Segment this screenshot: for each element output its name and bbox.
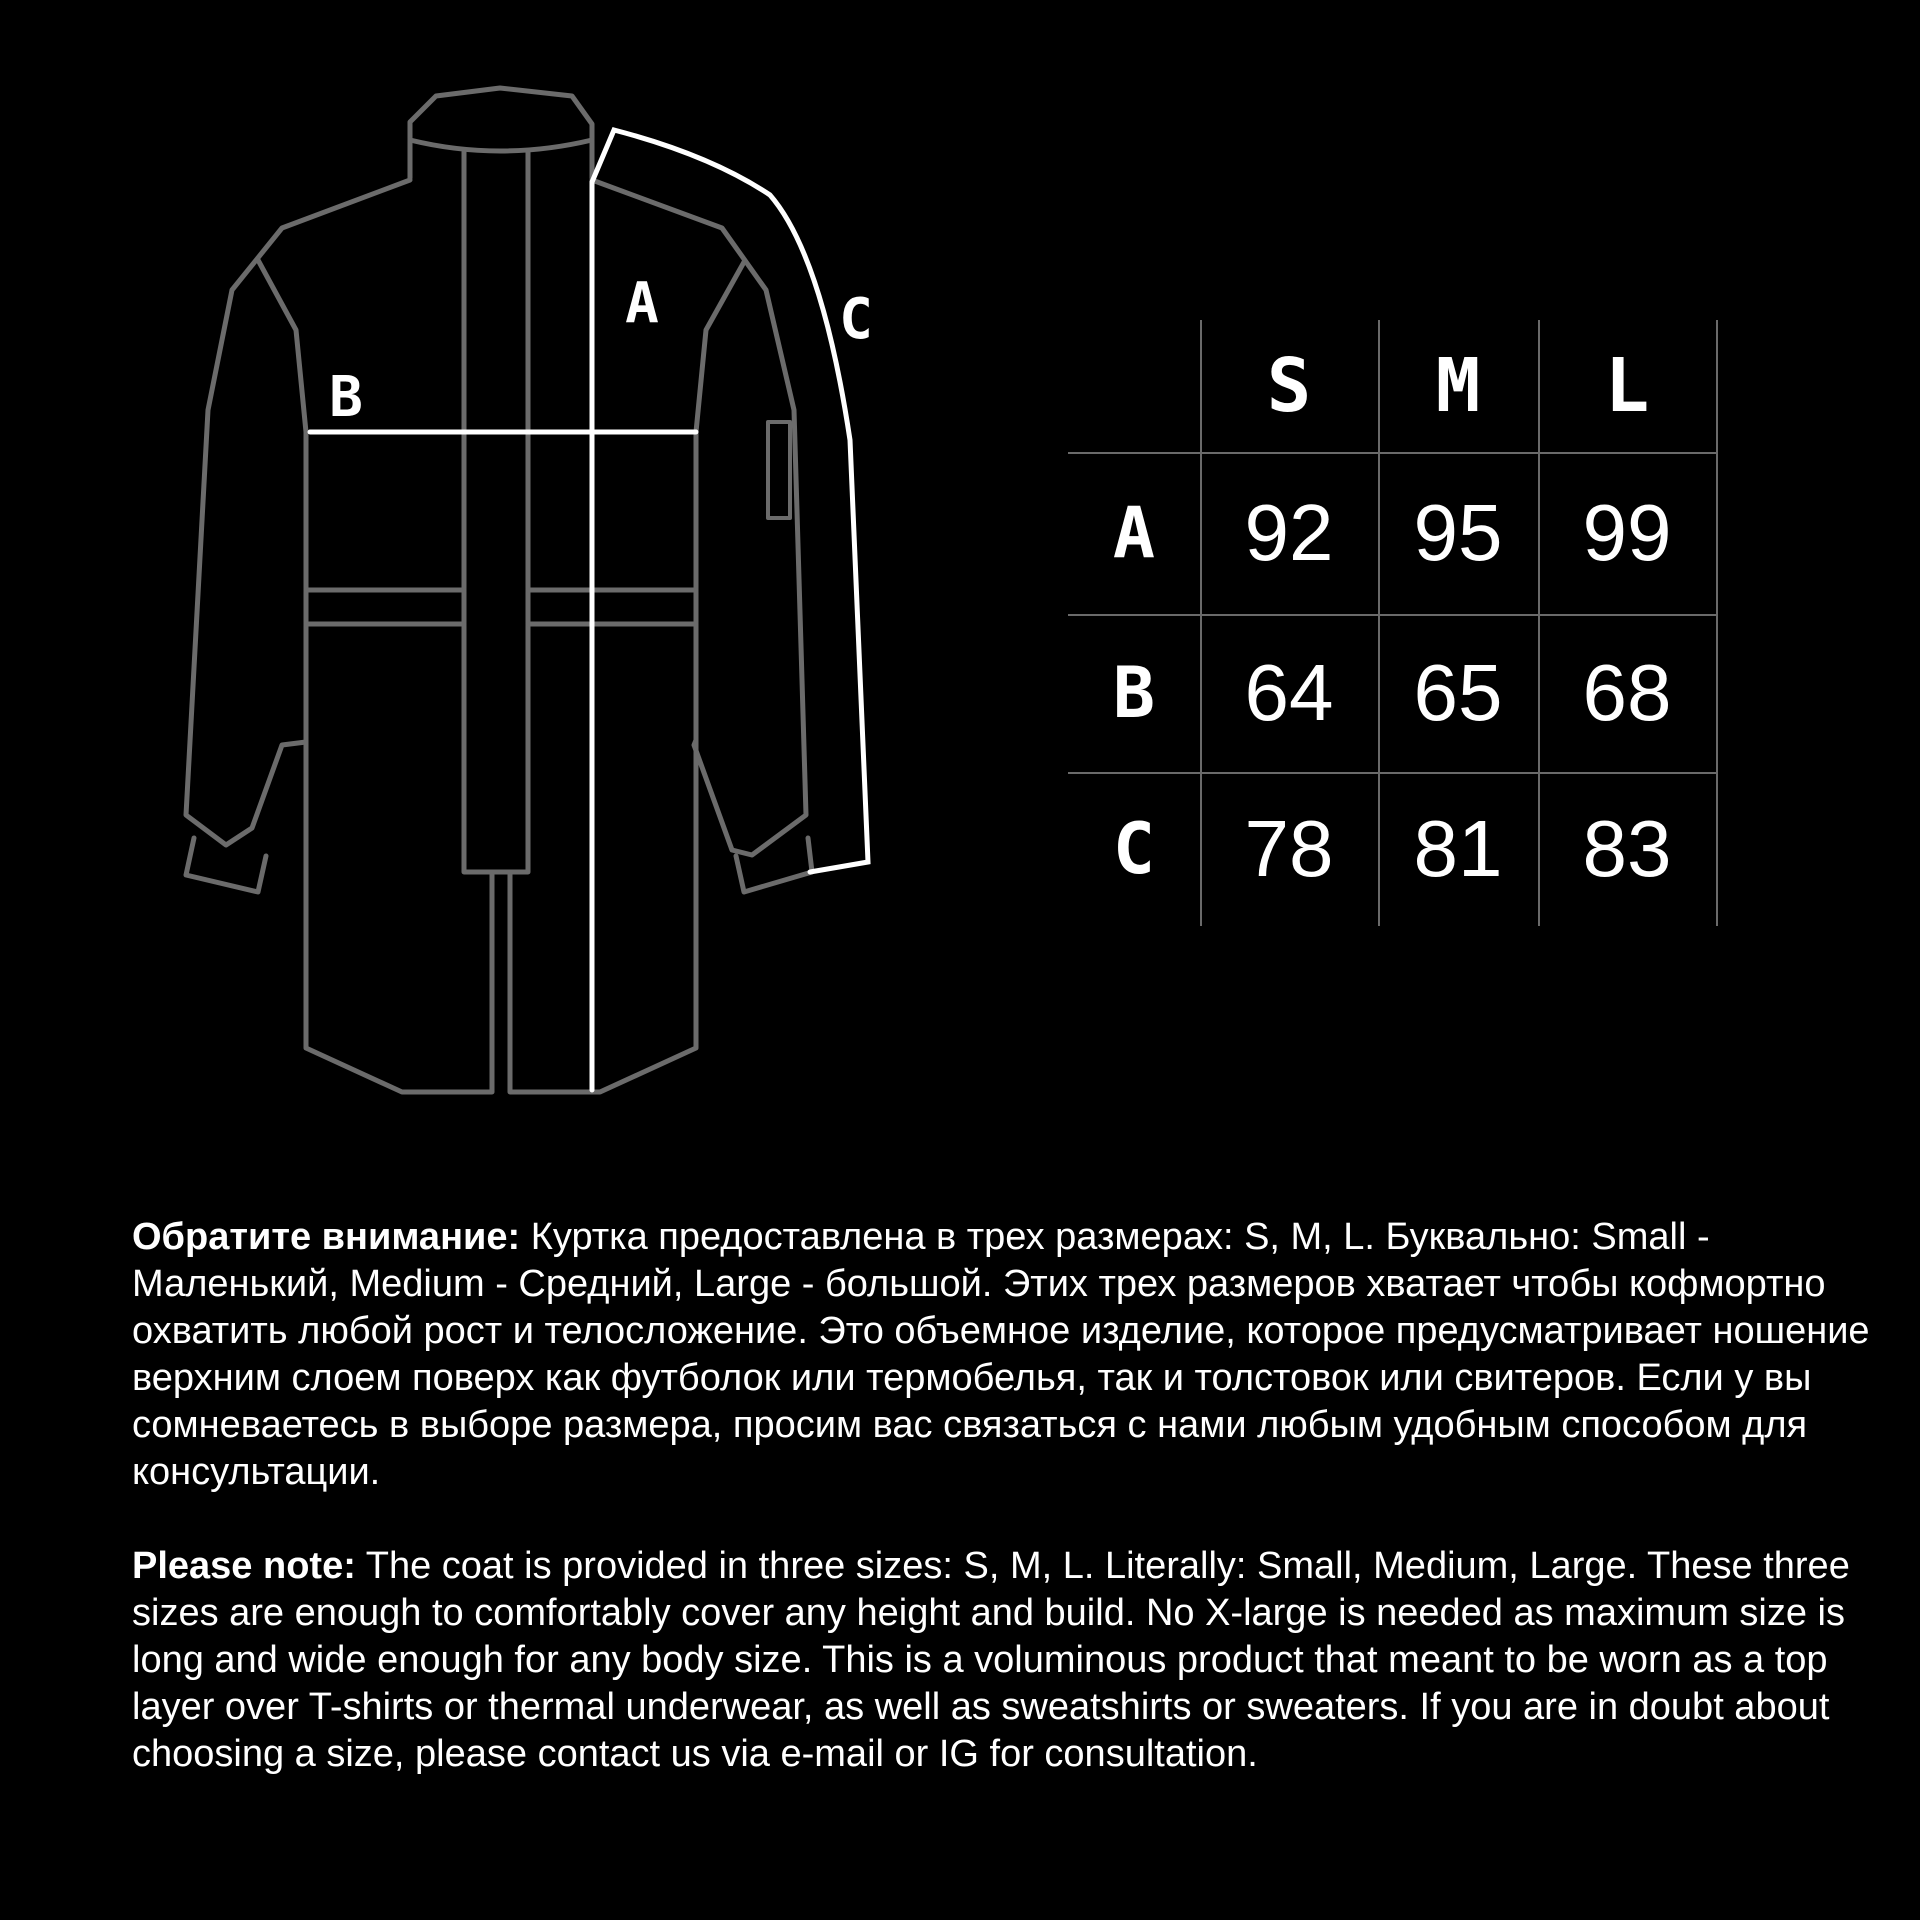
table-divider <box>1716 320 1718 926</box>
size-notes <box>132 1214 1892 1825</box>
value-a-s: 92 <box>1244 488 1334 577</box>
value-a-l: 99 <box>1582 488 1672 577</box>
note-ru-text: Куртка предоставлена в трех размерах: S, M, L. Буквально: Small - Маленький, Medium - Средний, Large - большой. Этих трех размеров хватает чтобы кофмортно охватить любой рост и телосложение. Это объемное изделие, которое предусматривает ношение верхним слоем поверх как футболок или термобелья, так и толстовок или свитеров. Если у вы сомневаетесь в выборе размера, просим вас связаться с нами любым удобным способом для консультации. <box>132 1216 1870 1493</box>
size-table <box>1068 320 1718 926</box>
value-c-s: 78 <box>1244 804 1334 893</box>
size-header-l: L <box>1604 343 1650 429</box>
value-b-s: 64 <box>1244 648 1334 737</box>
row-label-b: B <box>1112 652 1156 734</box>
value-a-m: 95 <box>1413 488 1503 577</box>
note-ru-title: Обратите внимание: <box>132 1216 521 1258</box>
note-en-title: Please note: <box>132 1545 356 1587</box>
value-c-m: 81 <box>1413 804 1503 893</box>
value-b-m: 65 <box>1413 648 1503 737</box>
row-label-a: A <box>1112 492 1156 574</box>
measurement-lines <box>310 130 868 1090</box>
row-label-c: C <box>1112 808 1156 890</box>
value-b-l: 68 <box>1582 648 1672 737</box>
size-header-m: M <box>1435 343 1481 429</box>
note-en-text: The coat is provided in three sizes: S, M, L. Literally: Small, Medium, Large. These three sizes are enough to comfortably cover any height and build. No X-large is needed as maximum size is long and wide enough for any body size. This is a voluminous product that meant to be worn as a top layer over T-shirts or thermal underwear, as well as sweatshirts or sweaters. If you are in doubt about choosing a size, please contact us via e-mail or IG for consultation. <box>132 1545 1850 1775</box>
label-c: C <box>839 287 873 352</box>
coat-outline <box>186 88 812 1092</box>
note-en <box>132 1543 1892 1778</box>
size-header-s: S <box>1266 343 1312 429</box>
label-b: B <box>329 365 363 430</box>
label-a: A <box>625 271 659 336</box>
note-ru <box>132 1214 1892 1496</box>
value-c-l: 83 <box>1582 804 1672 893</box>
